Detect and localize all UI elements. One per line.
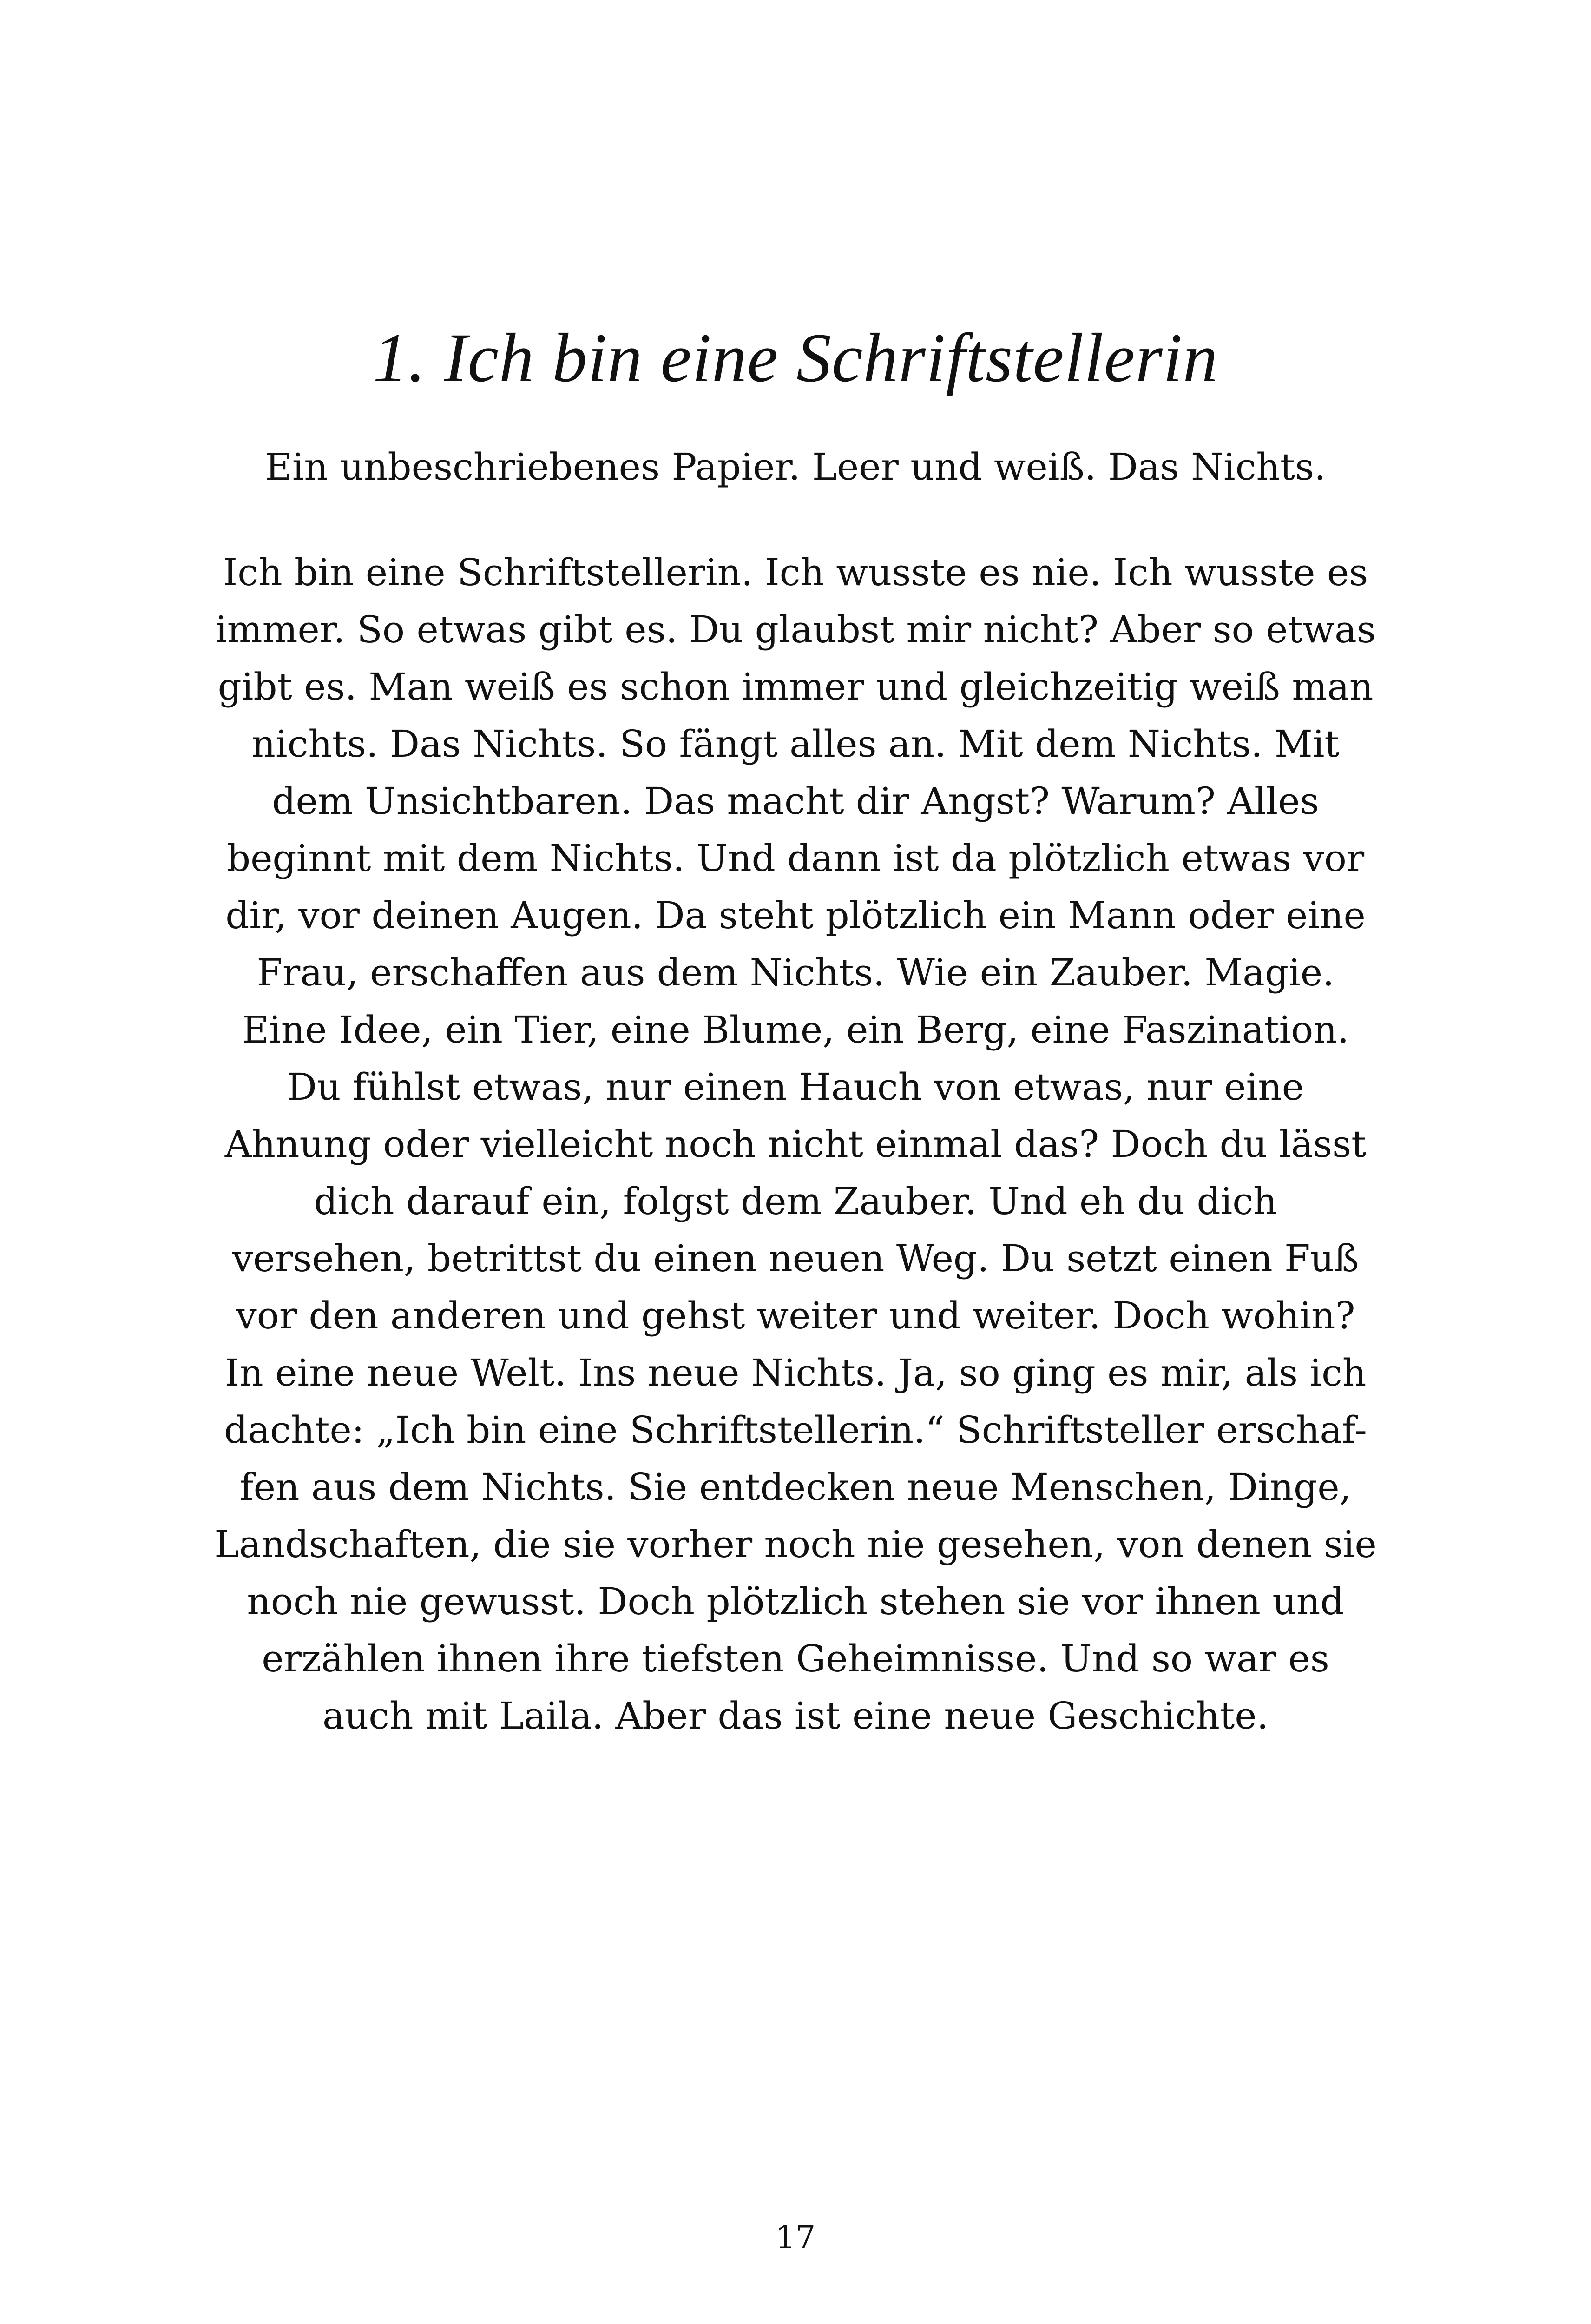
- body-line: Eine Idee, ein Tier, eine Blume, ein Berg, eine Faszination.: [242, 1008, 1349, 1051]
- body-line: beginnt mit dem Nichts. Und dann ist da plötzlich etwas vor: [226, 837, 1365, 880]
- body-line: vor den anderen und gehst weiter und weiter. Doch wohin?: [236, 1294, 1355, 1337]
- body-line: Ich bin eine Schriftstellerin. Ich wusste es nie. Ich wusste es: [223, 551, 1368, 594]
- body-line: Landschaften, die sie vorher noch nie gesehen, von denen sie: [214, 1523, 1377, 1566]
- page-number: 17: [775, 2219, 816, 2256]
- body-line: dir, vor deinen Augen. Da steht plötzlich ein Mann oder eine: [225, 894, 1366, 937]
- body-line: Frau, erschaffen aus dem Nichts. Wie ein Zauber. Magie.: [256, 951, 1335, 994]
- body-line: erzählen ihnen ihre tiefsten Geheimnisse. Und so war es: [262, 1637, 1329, 1680]
- body-line: Ahnung oder vielleicht noch nicht einmal das? Doch du lässt: [224, 1122, 1367, 1166]
- body-line: In eine neue Welt. Ins neue Nichts. Ja, so ging es mir, als ich: [224, 1351, 1367, 1394]
- chapter-subtitle: Ein unbeschriebenes Papier. Leer und weiß. Das Nichts.: [265, 445, 1326, 489]
- body-line: Du fühlst etwas, nur einen Hauch von etwas, nur eine: [287, 1065, 1304, 1109]
- body-line: dachte: „Ich bin eine Schriftstellerin.“ Schriftsteller erschaf-: [224, 1408, 1367, 1452]
- body-line: dem Unsichtbaren. Das macht dir Angst? Warum? Alles: [272, 779, 1319, 823]
- body-line: versehen, betrittst du einen neuen Weg. Du setzt einen Fuß: [232, 1237, 1359, 1280]
- body-line: dich darauf ein, folgst dem Zauber. Und eh du dich: [314, 1180, 1277, 1223]
- body-paragraph: [195, 544, 1396, 1744]
- chapter-title: 1. Ich bin eine Schriftstellerin: [373, 319, 1218, 396]
- body-line: nichts. Das Nichts. So fängt alles an. Mit dem Nichts. Mit: [251, 722, 1340, 766]
- body-line: gibt es. Man weiß es schon immer und gleichzeitig weiß man: [217, 665, 1374, 708]
- body-line: immer. So etwas gibt es. Du glaubst mir nicht? Aber so etwas: [215, 608, 1376, 651]
- body-line: fen aus dem Nichts. Sie entdecken neue Menschen, Dinge,: [239, 1466, 1352, 1509]
- body-line: auch mit Laila. Aber das ist eine neue Geschichte.: [322, 1694, 1269, 1737]
- body-line: noch nie gewusst. Doch plötzlich stehen sie vor ihnen und: [247, 1580, 1344, 1623]
